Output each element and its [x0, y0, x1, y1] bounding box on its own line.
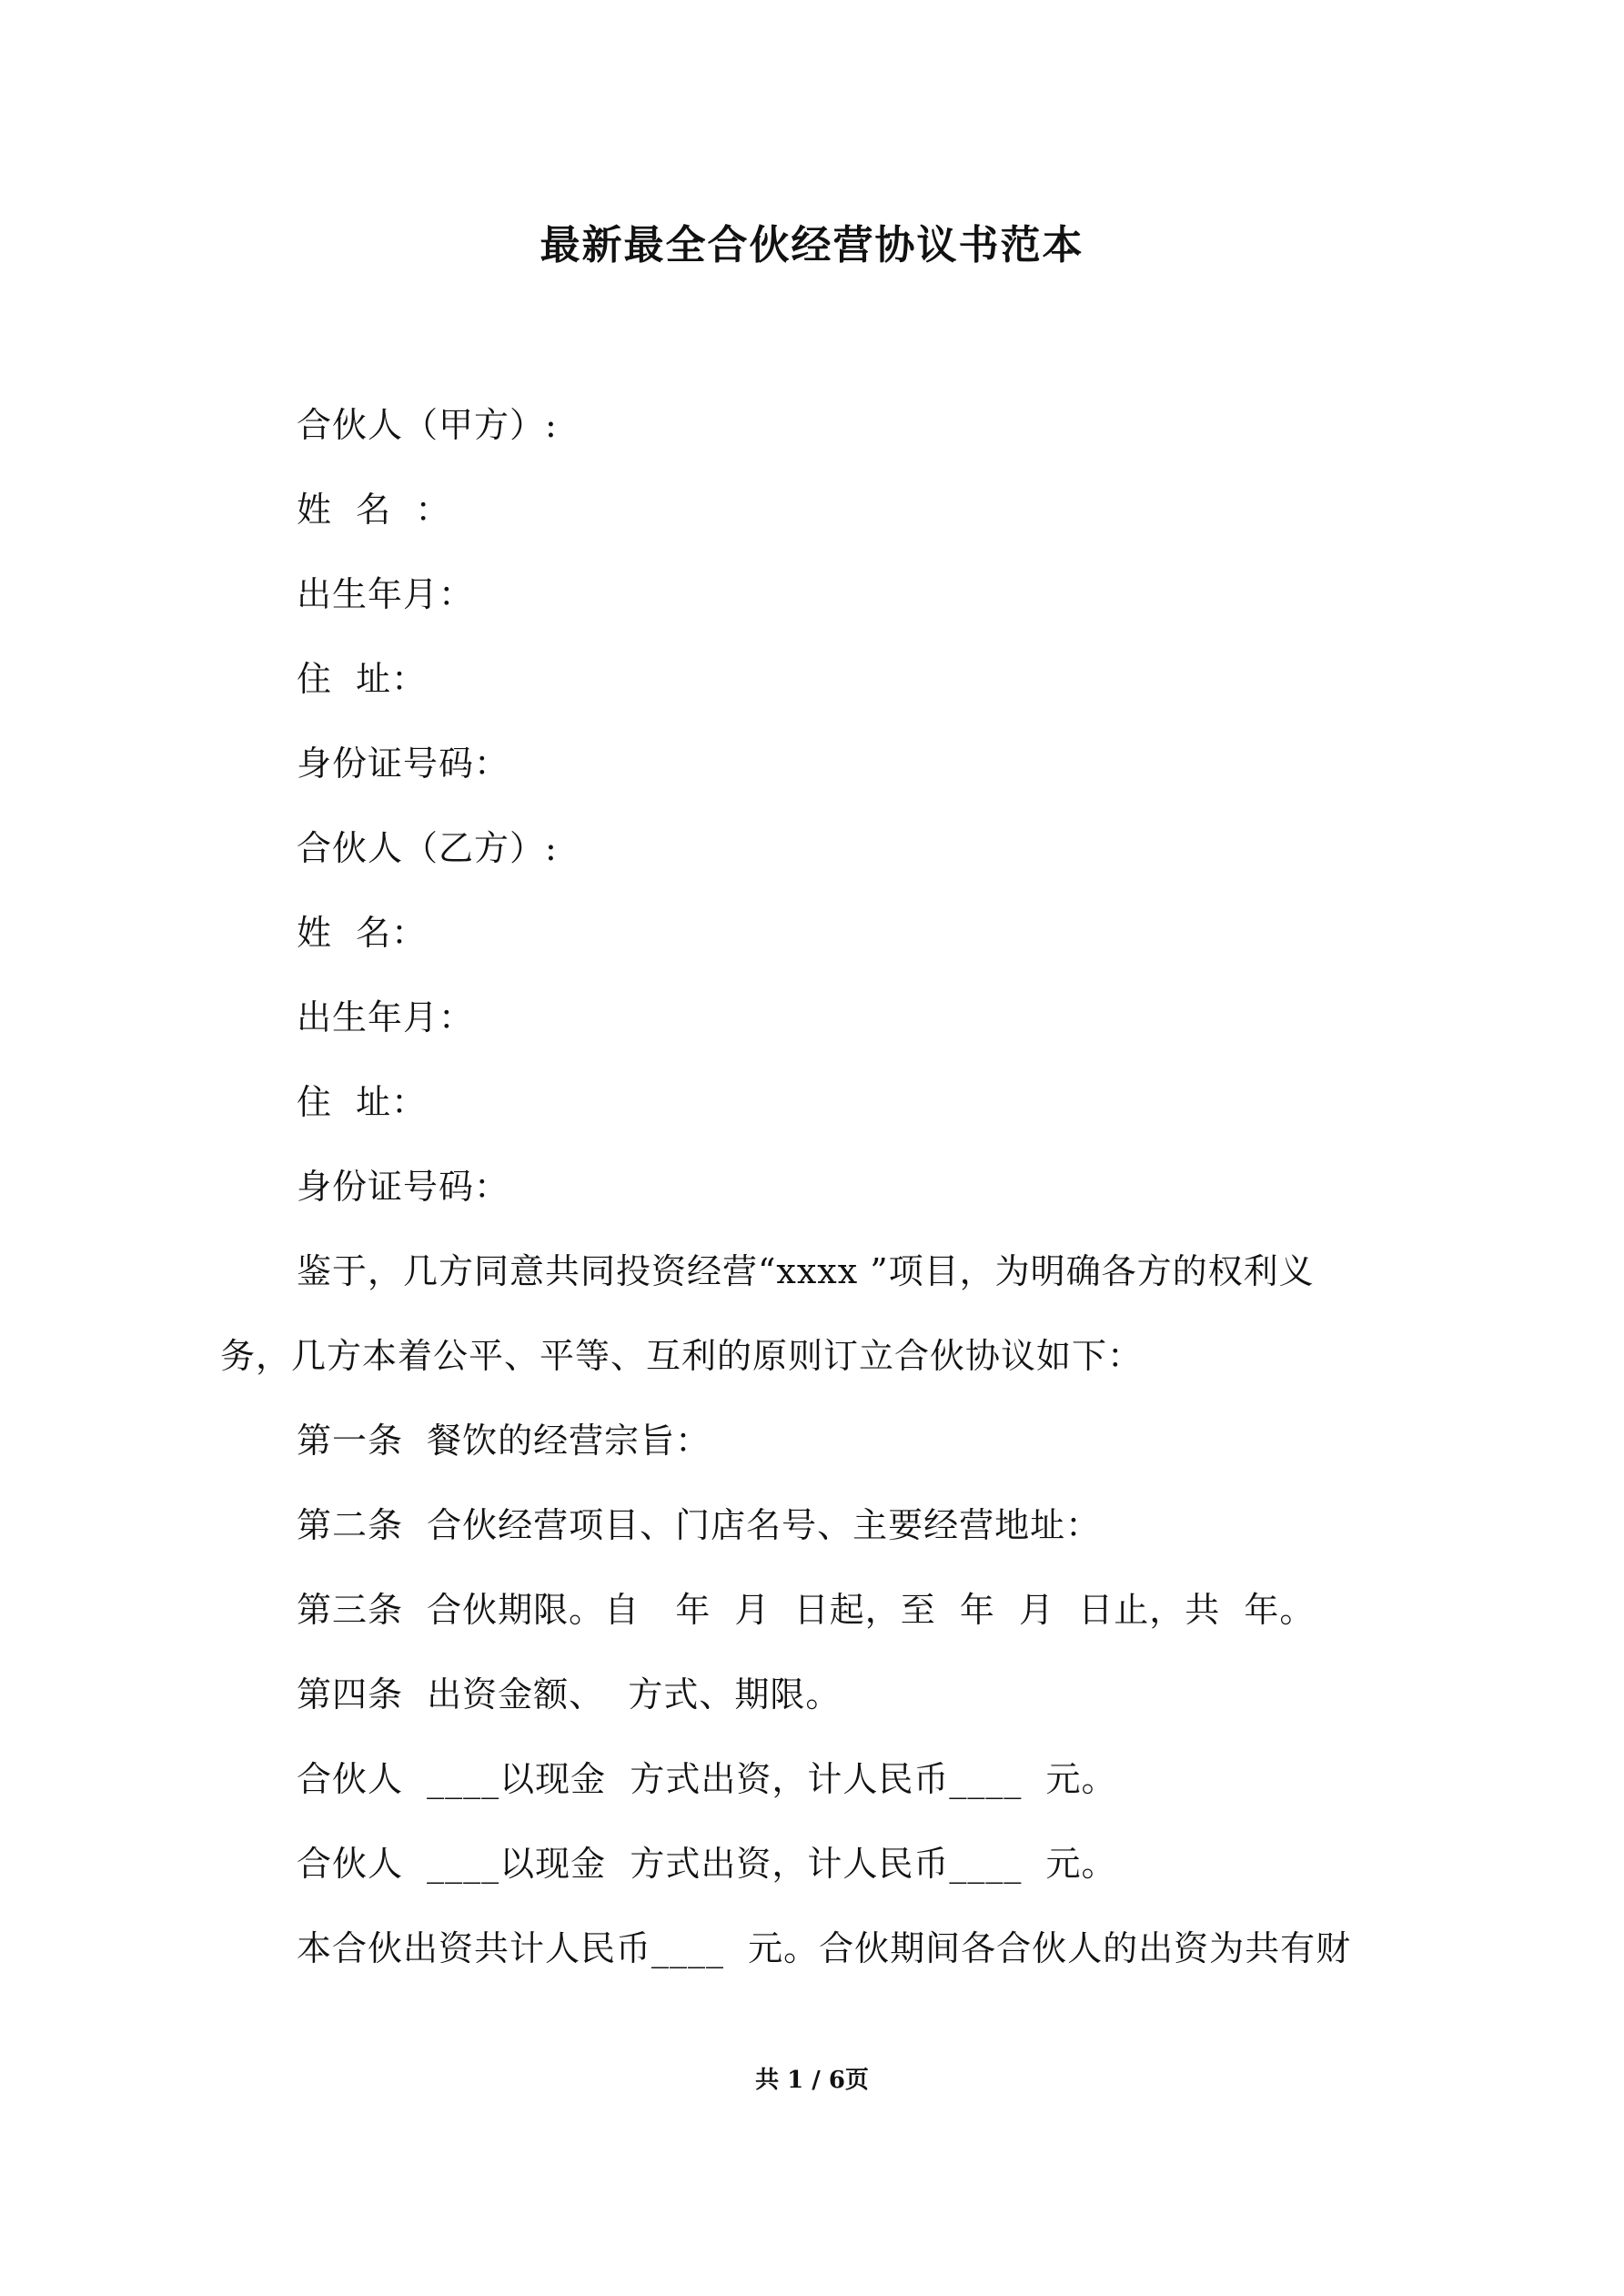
party-a-address: 住 址：	[297, 659, 428, 699]
party-b-birth: 出生年月：	[297, 997, 475, 1037]
article-3: 第三条 合伙期限。自 年 月 日起，至 年 月 日止，共 年。	[297, 1590, 1316, 1630]
preamble-line-2: 务，几方本着公平、平等、互利的原则订立合伙协议如下：	[220, 1336, 1144, 1376]
article-2: 第二条 合伙经营项目、门店名号、主要经营地址：	[297, 1505, 1102, 1545]
party-b-name: 姓 名：	[297, 913, 428, 953]
partner-contribution-1: 合伙人 ____以现金 方式出资，计人民币____ 元。	[297, 1759, 1117, 1799]
page-number: 共 1 / 6页	[755, 2067, 869, 2094]
total-contribution: 本合伙出资共计人民币____ 元。合伙期间各合伙人的出资为共有财	[297, 1928, 1352, 1968]
party-b-address: 住 址：	[297, 1082, 428, 1122]
party-a-birth: 出生年月：	[297, 574, 475, 614]
preamble-line-1: 鉴于，几方同意共同投资经营“xxxx ”项目，为明确各方的权利义	[297, 1251, 1315, 1291]
party-a-heading: 合伙人（甲方）:	[297, 405, 558, 445]
party-a-name: 姓 名 ：	[297, 490, 451, 530]
document-title: 最新最全合伙经营协议书范本	[540, 222, 1084, 268]
article-4: 第四条 出资金额、 方式、期限。	[297, 1674, 842, 1714]
article-1: 第一条 餐饮的经营宗旨：	[297, 1421, 711, 1461]
party-b-heading: 合伙人（乙方）:	[297, 828, 558, 868]
partner-contribution-2: 合伙人 ____以现金 方式出资，计人民币____ 元。	[297, 1844, 1117, 1884]
party-a-id: 身份证号码：	[297, 743, 510, 784]
party-b-id: 身份证号码：	[297, 1167, 510, 1207]
